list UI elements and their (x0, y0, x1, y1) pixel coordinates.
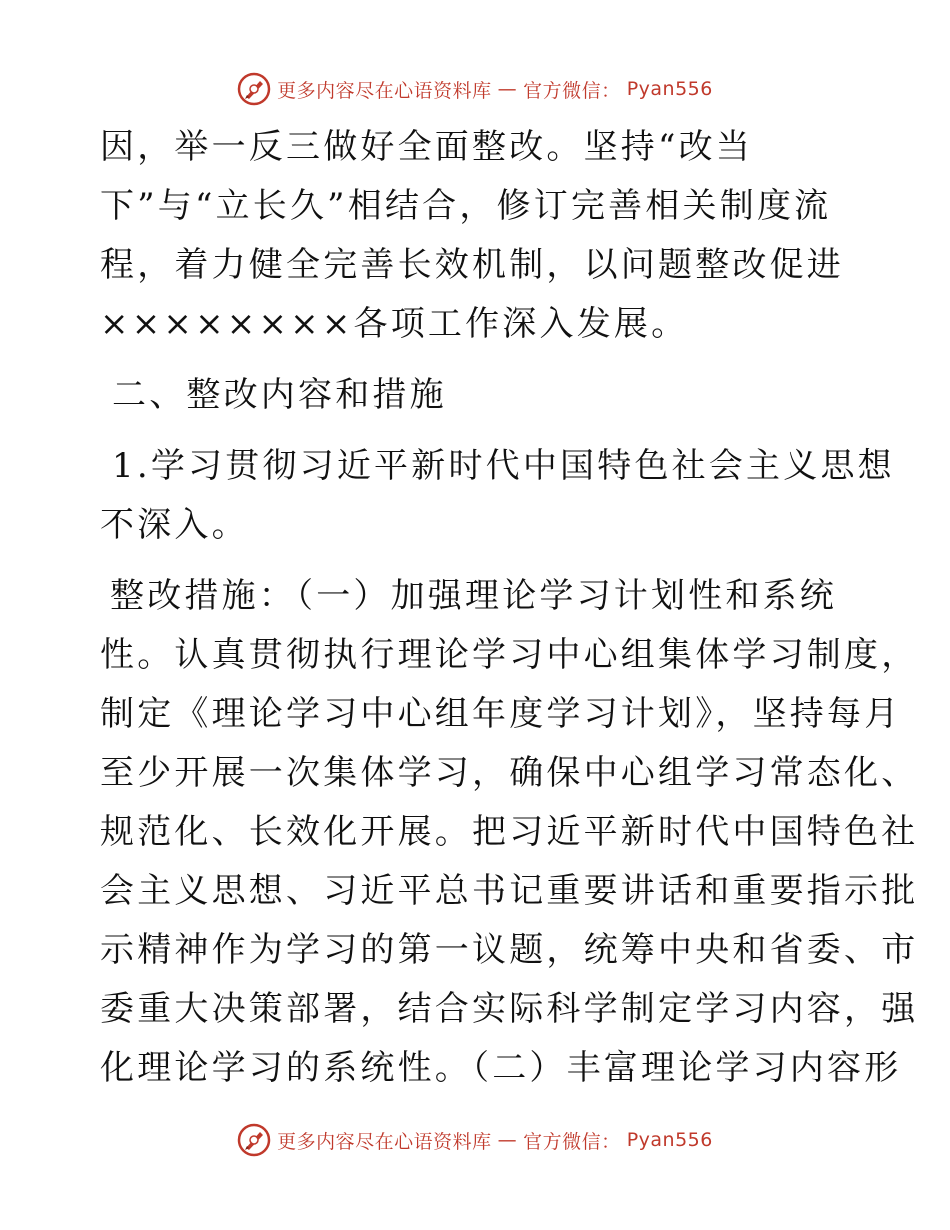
footer-brand-text: 更多内容尽在心语资料库 (277, 1130, 492, 1153)
paragraph-line: ××××××××各项工作深入发展。 (100, 304, 689, 344)
paragraph-line: 程，着力健全完善长效机制，以问题整改促进 (100, 245, 844, 285)
item-title-line: 不深入。 (100, 505, 249, 545)
document-body (100, 118, 919, 1098)
measures-line: 至少开展一次集体学习，确保中心组学习常态化、 (100, 753, 919, 793)
header-banner (0, 72, 950, 106)
measures-line: 化理论学习的系统性。（二）丰富理论学习内容形 (100, 1048, 902, 1088)
measures-line: 制定《理论学习中心组年度学习计划》，坚持每月 (100, 694, 902, 734)
paragraph-line: 因，举一反三做好全面整改。坚持“改当 (100, 127, 753, 167)
header-brand-text: 更多内容尽在心语资料库 (277, 79, 492, 102)
measures-line: 性。认真贯彻执行理论学习中心组集体学习制度， (100, 635, 919, 675)
item-title-line: 1.学习贯彻习近平新时代中国特色社会主义思想 (112, 446, 895, 486)
header-dash: — (497, 78, 518, 100)
quill-logo-icon (237, 1123, 271, 1157)
measures-line: 会主义思想、习近平总书记重要讲话和重要指示批 (100, 871, 919, 911)
measures-line: 整改措施：（一）加强理论学习计划性和系统 (110, 576, 837, 616)
paragraph-line: 下”与“立长久”相结合，修订完善相关制度流 (100, 186, 832, 226)
quill-logo-icon (237, 72, 271, 106)
footer-dash: — (497, 1129, 518, 1151)
measures-line: 示精神作为学习的第一议题，统筹中央和省委、市 (100, 930, 919, 970)
footer-official-label: 官方微信： (523, 1130, 621, 1153)
measures-line: 规范化、长效化开展。把习近平新时代中国特色社 (100, 812, 919, 852)
footer-wechat-id: Pyan556 (626, 1129, 713, 1151)
header-wechat-id: Pyan556 (626, 78, 713, 100)
measures-line: 委重大决策部署，结合实际科学制定学习内容，强 (100, 989, 919, 1029)
header-official-label: 官方微信： (523, 79, 621, 102)
footer-banner (0, 1123, 950, 1157)
section-heading: 二、整改内容和措施 (112, 375, 447, 415)
